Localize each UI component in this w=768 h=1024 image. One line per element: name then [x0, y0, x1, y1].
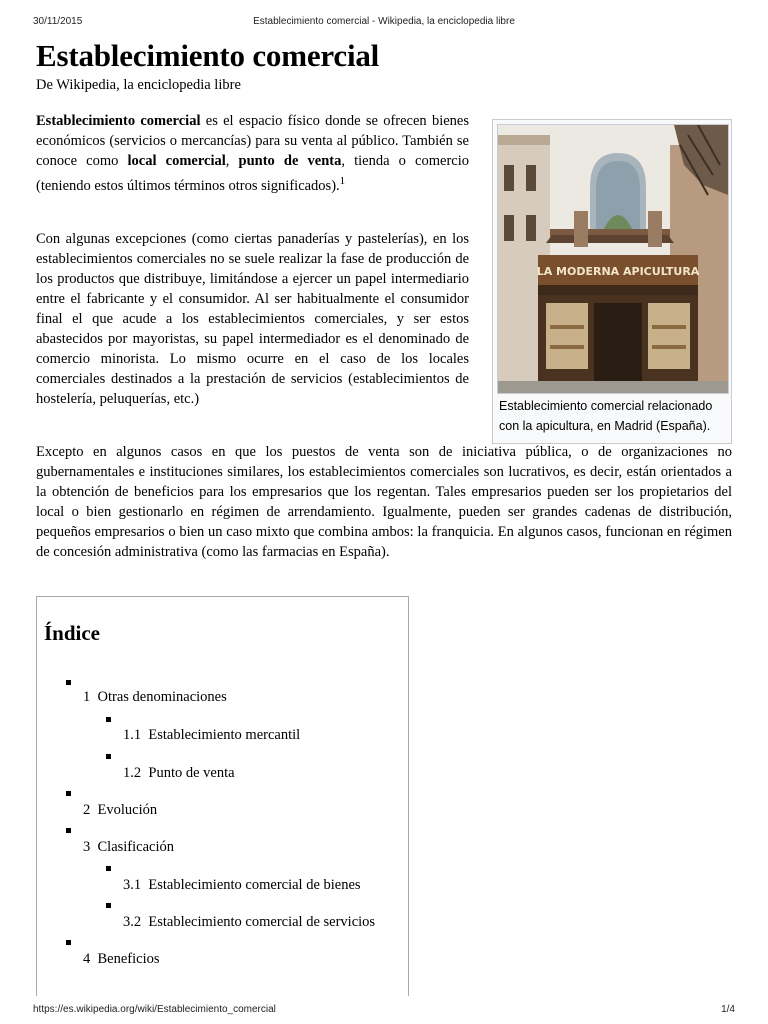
toc-item[interactable]: 3.2 Establecimiento comercial de servicios — [123, 914, 376, 930]
bullet-icon — [106, 717, 111, 722]
figure-caption: Establecimiento comercial relacionado con la apicultura, en Madrid (España). — [499, 399, 713, 433]
bold-term: local comercial — [127, 153, 226, 169]
reference-link[interactable]: 1 — [339, 175, 346, 187]
paragraph-2: Con algunas excepciones (como ciertas panaderías y pastelerías), en los establecimientos comerciales no se suele realizar la fase de producción de los productos que distribuye, limitándose a ejercer un papel intermediario entre el fabricante y el consumidor. Al ser habitualmente el consumidor final el que acude a los establecimientos comerciales, y ser estos abastecidos por mayoristas, su papel intermediador es el denominado de comercio minorista. Lo mismo ocurre en el caso de los locales comerciales destinados a la prestación de servicios (establecimientos de hostelería, peluquerías, etc.) — [36, 231, 469, 407]
toc-item[interactable]: 4 Beneficios — [83, 951, 160, 967]
article-subtitle: De Wikipedia, la enciclopedia libre — [36, 77, 241, 93]
intro-paragraph — [36, 111, 469, 196]
paragraph-3: Excepto en algunos casos en que los puestos de venta son de iniciativa pública, o de organizaciones no gubernamentales e instituciones similares, los establecimientos comerciales son lucrativos, es decir, están orientados a la obtención de beneficios para los empresarios que los regentan. Tales empresarios pueden ser los propietarios del local o bien gestionarlo en régimen de arrendamiento. Igualmente, pueden ser grandes cadenas de distribución, pequeños empresarios o bien un caso mixto que combina ambos: la franquicia. En algunos casos, funcionan en régimen de concesión administrativa (como las farmacias en España). — [36, 444, 732, 560]
bold-term: punto de venta — [238, 153, 342, 169]
toc-item[interactable]: 1.1 Establecimiento mercantil — [123, 727, 301, 743]
bullet-icon — [66, 940, 71, 945]
text-run: es el espacio físico donde se ofrecen bienes económicos (servicios o mercancías) para su venta al público. También se conoce como — [36, 113, 469, 169]
page-url: https://es.wikipedia.org/wiki/Establecimiento_comercial — [33, 1004, 276, 1015]
thumbnail-figure — [492, 119, 732, 444]
toc-item[interactable]: 1 Otras denominaciones — [83, 689, 227, 705]
bullet-icon — [106, 866, 111, 871]
table-of-contents — [36, 596, 409, 996]
text-run: , tienda o comercio (teniendo estos últimos términos otros significados). — [36, 153, 469, 194]
toc-item[interactable]: 3.1 Establecimiento comercial de bienes — [123, 877, 361, 893]
bold-term: Establecimiento comercial — [36, 113, 201, 129]
text-run: , — [225, 153, 239, 169]
shop-facade-image[interactable] — [497, 124, 729, 394]
bullet-icon — [66, 680, 71, 685]
bullet-icon — [66, 791, 71, 796]
print-page-title: Establecimiento comercial - Wikipedia, la enciclopedia libre — [253, 16, 515, 27]
toc-title: Índice — [44, 621, 101, 645]
toc-item[interactable]: 3 Clasificación — [83, 839, 175, 855]
print-date: 30/11/2015 — [33, 16, 83, 27]
toc-item[interactable]: 1.2 Punto de venta — [123, 765, 235, 781]
toc-item[interactable]: 2 Evolución — [83, 802, 158, 818]
page-number: 1/4 — [721, 1004, 735, 1015]
article-title: Establecimiento comercial — [36, 38, 380, 73]
bullet-icon — [106, 903, 111, 908]
bullet-icon — [106, 754, 111, 759]
shop-sign-text: LA MODERNA APICULTURA — [536, 265, 700, 278]
bullet-icon — [66, 828, 71, 833]
